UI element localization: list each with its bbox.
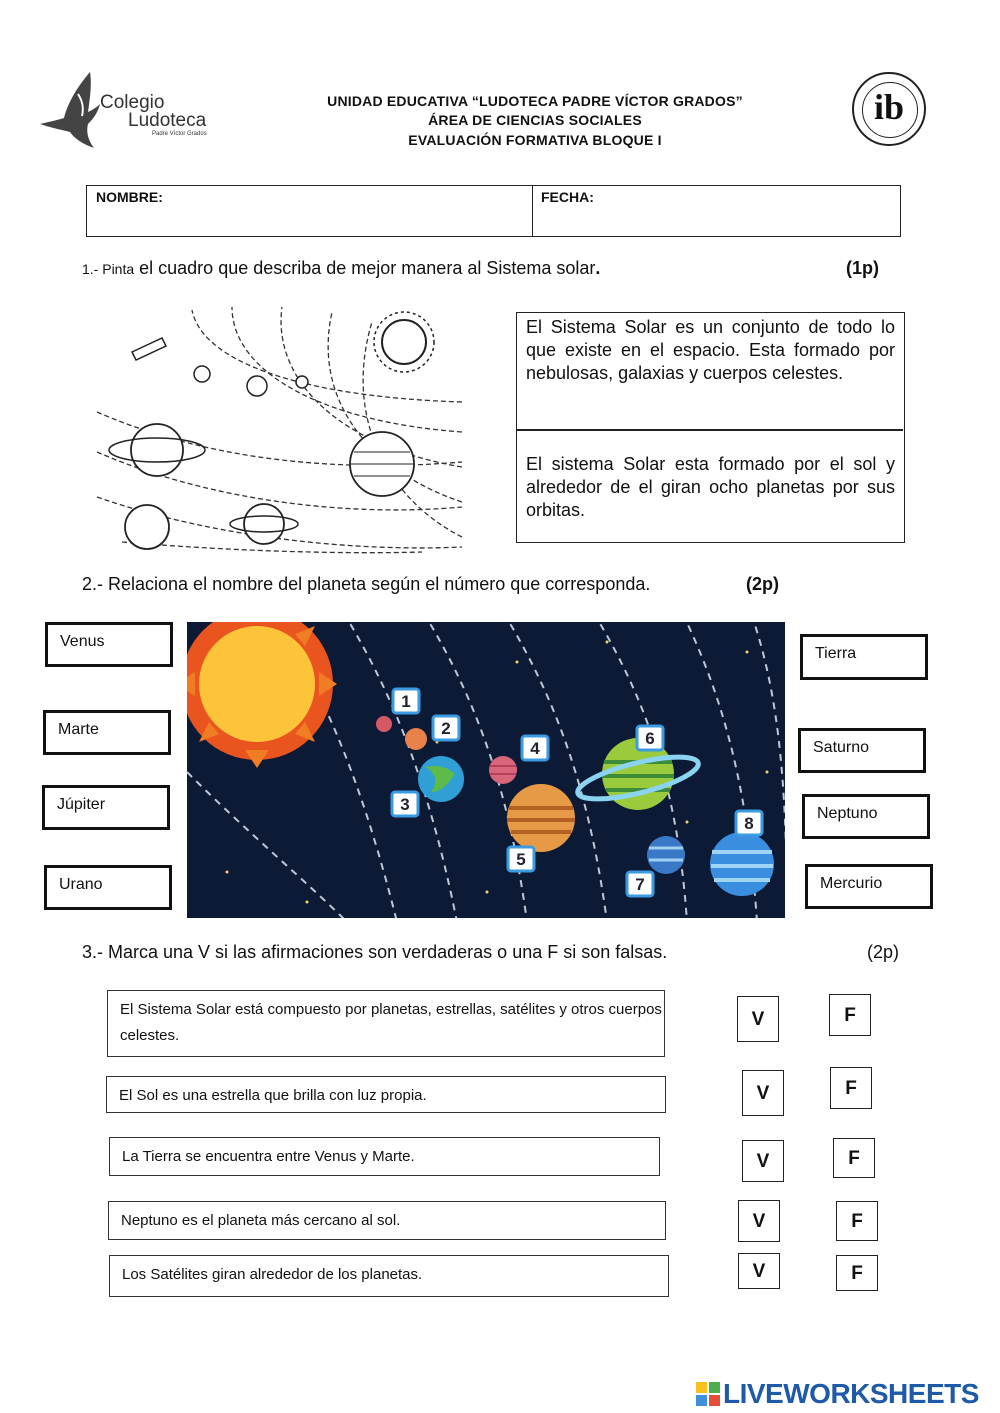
question-3: 3.- Marca una V si las afirmaciones son verdaderas o una F si son falsas.	[82, 942, 668, 962]
image-number-2: 2	[441, 719, 451, 738]
question-2-points: (2p)	[746, 574, 779, 594]
solar-system-image	[187, 622, 785, 918]
planet-box-venus[interactable]: Venus	[45, 622, 173, 667]
school-logo	[38, 68, 238, 150]
true-box-1[interactable]: V	[737, 996, 779, 1042]
header-line1: UNIDAD EDUCATIVA “LUDOTECA PADRE VÍCTOR GRADOS”	[327, 93, 743, 109]
image-number-3: 3	[400, 795, 410, 814]
q1-option-b[interactable]: El sistema Solar esta formado por el sol y alrededor de el giran ocho planetas por sus orbitas.	[526, 454, 895, 520]
false-box-1[interactable]: F	[829, 994, 871, 1036]
planet-box-neptuno[interactable]: Neptuno	[802, 794, 930, 839]
student-info-table	[86, 185, 901, 237]
date-field[interactable]	[537, 208, 897, 234]
planet-box-marte[interactable]: Marte	[43, 710, 171, 755]
false-box-5[interactable]: F	[836, 1255, 878, 1291]
logo-line2: Ludoteca	[128, 110, 207, 131]
statement-4: Neptuno es el planeta más cercano al sol.	[108, 1201, 666, 1240]
image-number-1: 1	[401, 692, 411, 711]
planet-box-urano[interactable]: Urano	[44, 865, 172, 910]
statement-1: El Sistema Solar está compuesto por planetas, estrellas, satélites y otros cuerpos celestes.	[107, 990, 665, 1057]
question-1-points: (1p)	[846, 258, 879, 278]
name-label: NOMBRE:	[96, 189, 163, 205]
question-3-points: (2p)	[867, 942, 900, 962]
true-box-4[interactable]: V	[738, 1200, 780, 1242]
space-scene	[187, 622, 785, 918]
false-box-3[interactable]: F	[833, 1138, 875, 1178]
planet-box-mercurio[interactable]: Mercurio	[805, 864, 933, 909]
ib-seal-text: ib	[873, 87, 905, 127]
planet-box-tierra[interactable]: Tierra	[800, 634, 928, 680]
image-number-7: 7	[635, 875, 645, 894]
ib-seal	[852, 72, 926, 146]
header-line3: EVALUACIÓN FORMATIVA BLOQUE I	[408, 132, 662, 148]
false-box-2[interactable]: F	[830, 1067, 872, 1109]
false-box-4[interactable]: F	[836, 1201, 878, 1241]
brand-squares-icon	[696, 1382, 720, 1406]
header-line2: ÁREA DE CIENCIAS SOCIALES	[428, 112, 642, 128]
true-box-5[interactable]: V	[738, 1253, 780, 1289]
planet-box-jupiter[interactable]: Júpiter	[42, 785, 170, 830]
question-1-text: el cuadro que describa de mejor manera al Sistema solar	[134, 258, 596, 278]
image-number-6: 6	[645, 729, 655, 748]
statement-3: La Tierra se encuentra entre Venus y Marte.	[109, 1137, 660, 1176]
logo-line3: Padre Víctor Grados	[152, 131, 207, 137]
date-label: FECHA:	[541, 189, 594, 205]
solar-system-drawing	[92, 302, 472, 554]
image-number-4: 4	[530, 739, 540, 758]
image-number-8: 8	[744, 814, 754, 833]
statement-2: El Sol es una estrella que brilla con luz propia.	[106, 1076, 666, 1113]
brand-name: LIVEWORKSHEETS	[723, 1378, 979, 1409]
q1-option-a[interactable]: El Sistema Solar es un conjunto de todo lo que existe en el espacio. Esta formado por nebulosas, galaxias y cuerpos celestes.	[526, 317, 895, 383]
planet-box-saturno[interactable]: Saturno	[798, 728, 926, 773]
question-2: 2.- Relaciona el nombre del planeta según el número que corresponda.	[82, 574, 651, 594]
sun-drawing	[382, 320, 426, 364]
image-number-5: 5	[516, 850, 526, 869]
logo-line1: Colegio	[100, 92, 165, 113]
true-box-2[interactable]: V	[742, 1070, 784, 1116]
name-field[interactable]	[89, 208, 529, 234]
question-1-period: .	[595, 258, 601, 278]
true-box-3[interactable]: V	[742, 1140, 784, 1182]
question-1	[82, 258, 600, 279]
statement-5: Los Satélites giran alrededor de los planetas.	[109, 1255, 669, 1297]
q1-options	[516, 312, 905, 543]
question-1-number: 1.- Pinta	[82, 261, 135, 277]
